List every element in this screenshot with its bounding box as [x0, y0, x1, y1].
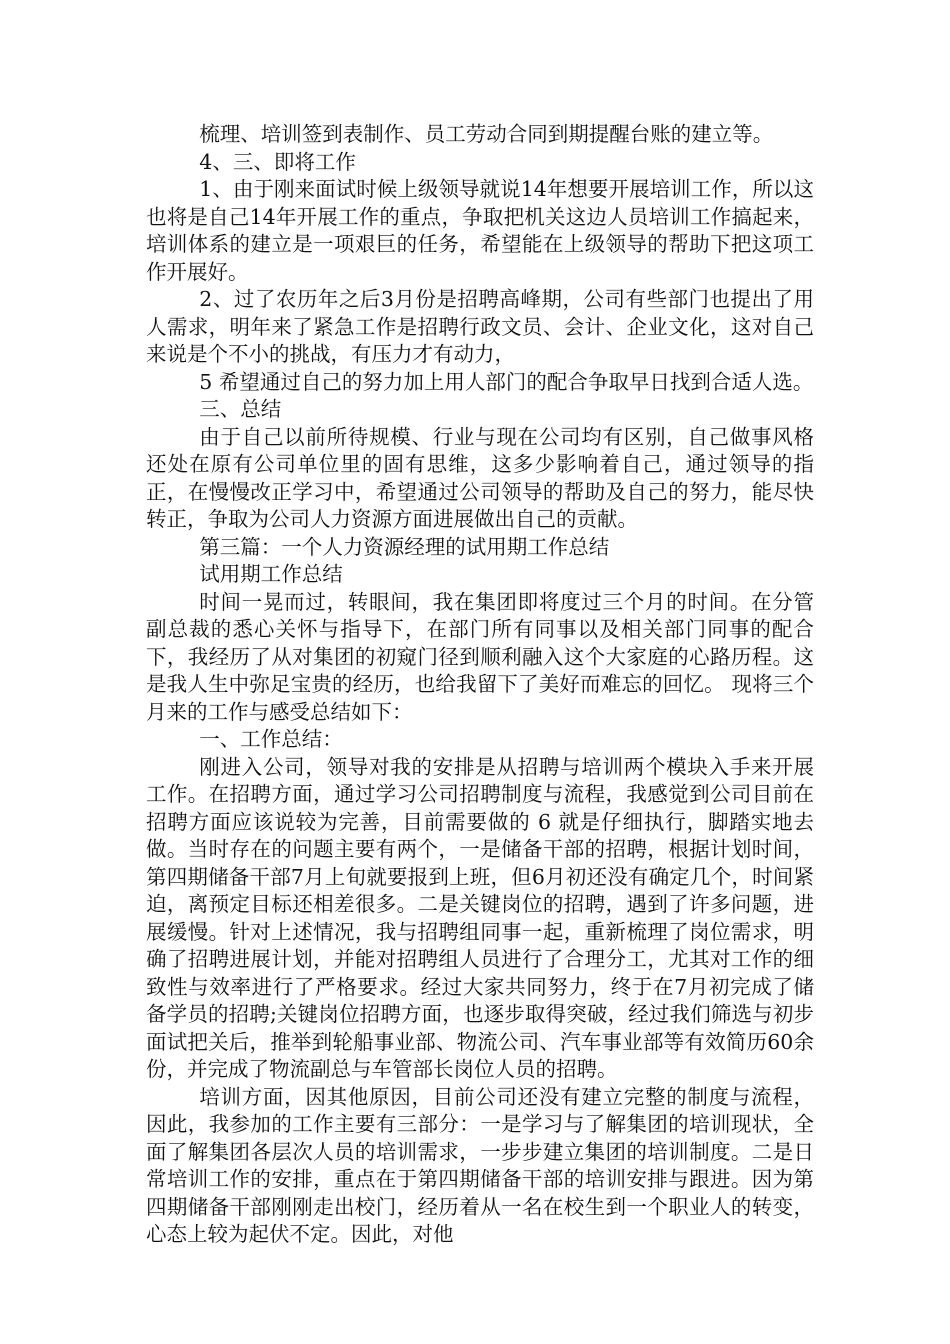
paragraph-1: 梳理、培训签到表制作、员工劳动合同到期提醒台账的建立等。: [199, 122, 774, 146]
paragraph-5: 5 希望通过自己的努力加上用人部门的配合争取早日找到合适人选。: [199, 369, 814, 394]
paragraph-3: 1、由于刚来面试时候上级领导就说14年想要开展培训工作，所以这也将是自己14年开展工作的重点，争取把机关这边人员培训工作搞起来，培训体系的建立是一项艰巨的任务，希望能在上级领导的帮助下把这项工作开展好。: [146, 177, 814, 284]
document-body: [146, 121, 814, 1249]
paragraph-10: 时间一晃而过，转眼间，我在集团即将度过三个月的时间。在分管副总裁的悉心关怀与指导下，在部门所有同事以及相关部门同事的配合下，我经历了从对集团的初窥门径到顺利融入这个大家庭的心路历程。这是我人生中弥足宝贵的经历，也给我留下了美好而难忘的回忆。 现将三个月来的工作与感受总结如下：: [146, 589, 814, 724]
paragraph-4: 2、过了农历年之后3月份是招聘高峰期，公司有些部门也提出了用人需求，明年来了紧急工作是招聘行政文员、会计、企业文化，这对自己来说是个不小的挑战，有压力才有动力，: [146, 287, 814, 366]
paragraph-2: 4、三、即将工作: [199, 149, 356, 174]
paragraph-13: 培训方面，因其他原因，目前公司还没有建立完整的制度与流程，因此，我参加的工作主要有三部分：一是学习与了解集团的培训现状，全面了解集团各层次人员的培训需求，一步步建立集团的培训制度。二是日常培训工作的安排，重点在于第四期储备干部的培训安排与跟进。因为第四期储备干部刚刚走出校门，经历着从一名在校生到一个职业人的转变，心态上较为起伏不定。因此，对他: [146, 1084, 814, 1246]
section-heading-summary: 三、总结: [199, 397, 282, 421]
paragraph-12: 刚进入公司，领导对我的安排是从招聘与培训两个模块入手来开展工作。在招聘方面，通过学习公司招聘制度与流程，我感觉到公司目前在招聘方面应该说较为完善，目前需要做的 6 就是仔细执行，脚踏实地去做。当时存在的问题主要有两个，一是储备干部的招聘，根据计划时间，第四期储备干部7月上旬就要报到上班，但6月初还没有确定几个，时间紧迫，离预定目标还相差很多。二是关键岗位的招聘，遇到了许多问题，进展缓慢。针对上述情况，我与招聘组同事一起，重新梳理了岗位需求，明确了招聘进展计划，并能对招聘组人员进行了合理分工，尤其对工作的细致性与效率进行了严格要求。经过大家共同努力，终于在7月初完成了储备学员的招聘;关键岗位招聘方面，也逐步取得突破，经过我们筛选与初步面试把关后，推举到轮船事业部、物流公司、汽车事业部等有效简历60余份，并完成了物流副总与车管部长岗位人员的招聘。: [146, 754, 814, 1081]
subheading: 试用期工作总结: [199, 562, 343, 586]
paragraph-7: 由于自己以前所待规模、行业与现在公司均有区别，自己做事风格还处在原有公司单位里的固有思维，这多少影响着自己，通过领导的指正，在慢慢改正学习中，希望通过公司领导的帮助及自己的努力，能尽快转正，争取为公司人力资源方面进展做出自己的贡献。: [146, 424, 814, 531]
chapter-heading: 第三篇：一个人力资源经理的试用期工作总结: [199, 534, 610, 559]
section-heading-work-summary: 一、工作总结：: [199, 727, 343, 751]
